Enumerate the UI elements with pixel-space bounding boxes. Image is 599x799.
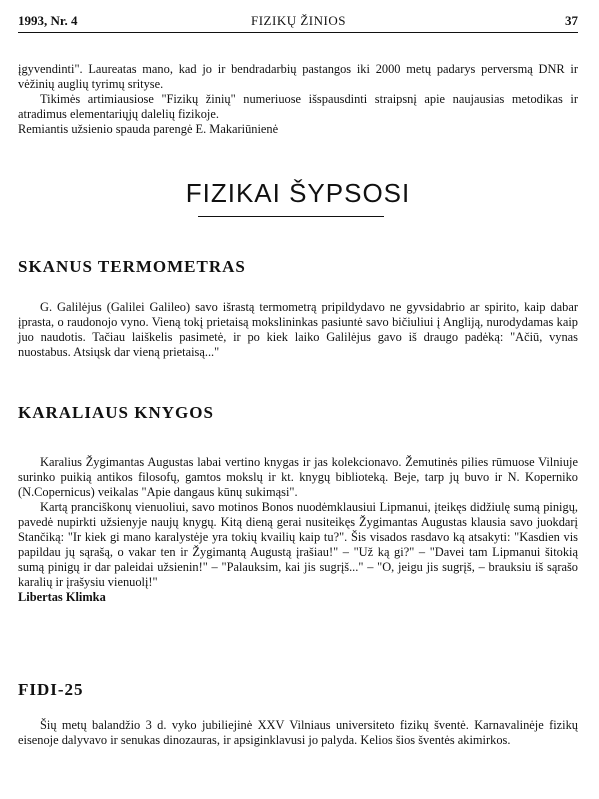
fidi-paragraph: Šių metų balandžio 3 d. vyko jubiliejinė XXV Vilniaus universiteto fizikų šventė. Karnavalinėje fizikų eisenoje dalyvavo ir senukas dinozauras, ir apsiginklavusi jo palyda. Kelios šios šventės akimirkos.: [18, 718, 578, 747]
page-number: 37: [565, 13, 578, 28]
title-underline: [198, 216, 384, 217]
knygos-paragraph-2: Kartą pranciškonų vienuoliui, savo motinos Bonos nuodėmklausiui Lipmanui, įteikęs didžiulę sumą pinigų, pavedė nupirkti užsienyje naujų knygų. Kitą dieną gerai nusiteikęs Žygimantas Augustas klausia savo juokdarį Stančiką: "Ir kiek gi mano karalystėje yra tokių kvailių kaip tu?". Šis visados rasdavo ką atsakyti: "Kasdien vis papildau jų sąrašą, o vakar ten ir Žygimantą Augustą įrašiau!" – "Už ką gi?" – "Davei tam Lipmanui šitokią sumą pinigų ir dar paleidai užsienin!" – "Palauksim, kai jis sugrįš..." – "O, jeigu jis sugrįš, – brauksiu iš sąrašo karalių ir įrašysiu vienuolį!": [18, 500, 578, 589]
journal-title: FIZIKŲ ŽINIOS: [251, 13, 346, 28]
knygos-signature: Libertas Klimka: [18, 590, 106, 604]
issue-label: 1993, Nr. 4: [18, 13, 78, 28]
section-heading-termometras: SKANUS TERMOMETRAS: [18, 257, 246, 276]
section-fidi-text: [18, 718, 578, 748]
main-title: FIZIKAI ŠYPSOSI: [185, 178, 411, 208]
section-heading-fidi: FIDI-25: [18, 680, 84, 699]
section-termometras-text: [18, 300, 578, 360]
intro-signature: Remiantis užsienio spauda parengė E. Makariūnienė: [18, 122, 279, 136]
intro-text: [18, 62, 578, 137]
intro-paragraph-1: įgyvendinti". Laureatas mano, kad jo ir bendradarbių pastangos iki 2000 metų padarys perversmą DNR ir vėžinių auglių tyrimų srityse.: [18, 62, 578, 91]
knygos-paragraph-1: Karalius Žygimantas Augustas labai vertino knygas ir jas kolekcionavo. Žemutinės pilies rūmuose Vilniuje surinko puikią antikos filosofų, gamtos mokslų ir kt. knygų biblioteką. Beje, tarp jų buvo ir N. Koperniko (N.Copernicus) veikalas "Apie dangaus kūnų sukimąsi".: [18, 455, 578, 499]
section-heading-knygos: KARALIAUS KNYGOS: [18, 403, 214, 422]
page-header: [18, 12, 578, 33]
intro-paragraph-2: Tikimės artimiausiose "Fizikų žinių" numeriuose išspausdinti straipsnį apie naujausias metodikas ir atradimus elementariųjų dalelių fizikoje.: [18, 92, 578, 121]
termometras-paragraph: G. Galilėjus (Galilei Galileo) savo išrastą termometrą pripildydavo ne gyvsidabrio ar spirito, kaip dabar įprasta, o raudonojo vyno. Vieną tokį prietaisą mokslininkas pasiuntė savo bičiuliui į Angliją, nurodydamas kaip juo naudotis. Tačiau laiškelis pasimetė, ir po kiek laiko Galilėjus gavo iš draugo padėką: "Ačiū, vynas nuostabus. Atsiųsk dar vieną prietaisą...": [18, 300, 578, 359]
section-knygos-text: [18, 455, 578, 605]
